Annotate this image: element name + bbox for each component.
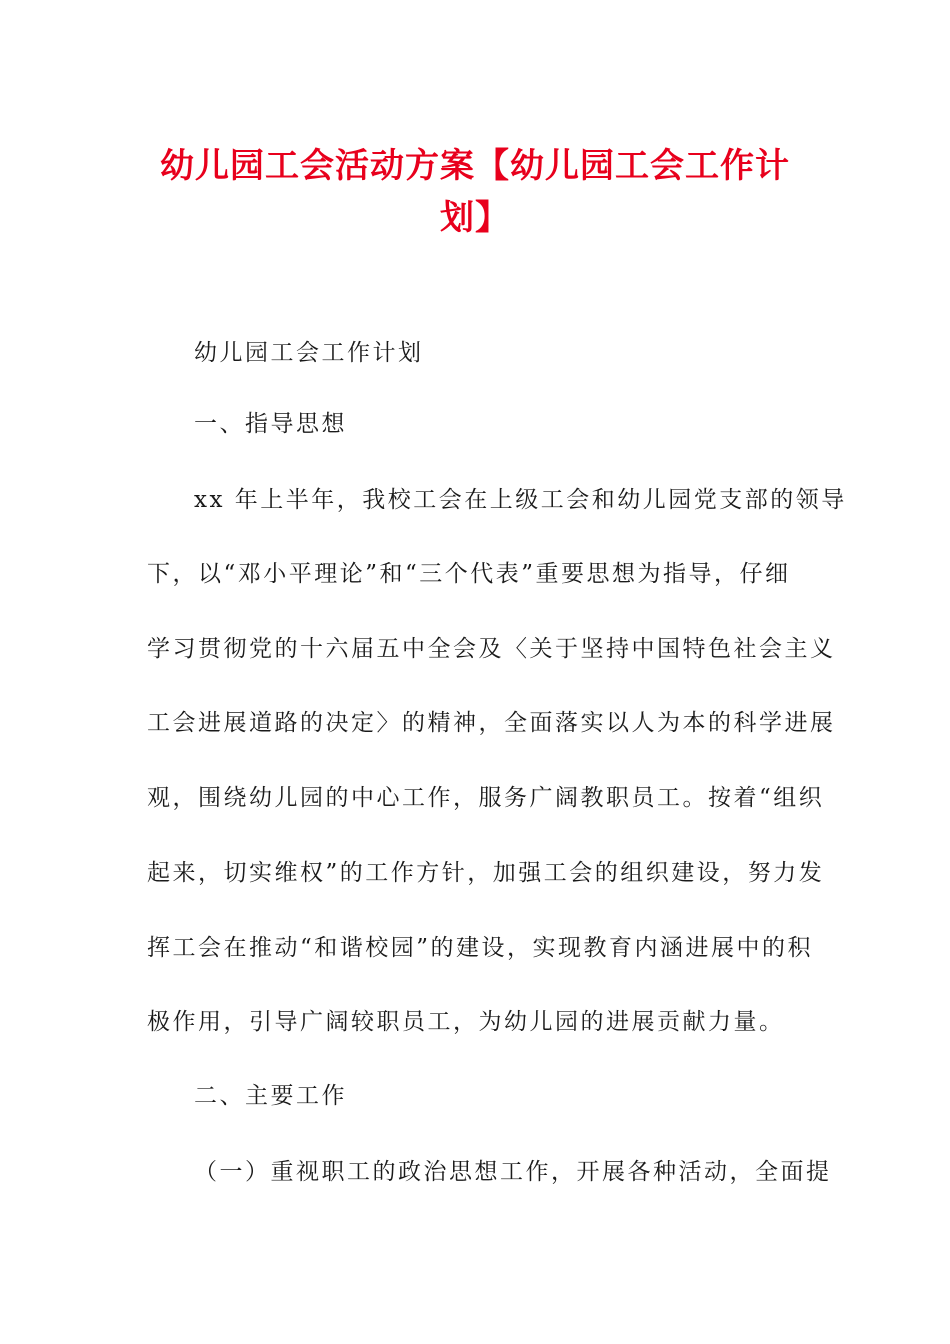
paragraph-line: （一）重视职工的政治思想工作，开展各种活动，全面提 xyxy=(194,1159,832,1185)
document-title xyxy=(150,140,800,244)
paragraph-line: 极作用，引导广阔较职员工，为幼儿园的进展贡献力量。 xyxy=(147,1009,785,1035)
paragraph-line: 工会进展道路的决定〉的精神，全面落实以人为本的科学进展 xyxy=(147,710,836,736)
paragraph-line: 观，围绕幼儿园的中心工作，服务广阔教职员工。按着“组织 xyxy=(147,785,825,811)
section-heading-plan: 幼儿园工会工作计划 xyxy=(194,340,424,366)
paragraph-line: 学习贯彻党的十六届五中全会及〈关于坚持中国特色社会主义 xyxy=(147,636,836,662)
section-heading-main-work: 二、主要工作 xyxy=(194,1083,347,1109)
section-heading-guiding-thought: 一、指导思想 xyxy=(194,411,347,437)
title-line-2: 划】 xyxy=(440,198,510,238)
paragraph-line: 起来，切实维权”的工作方针，加强工会的组织建设，努力发 xyxy=(147,860,825,886)
title-line-1: 幼儿园工会活动方案【幼儿园工会工作计 xyxy=(160,146,790,186)
paragraph-line: xx 年上半年，我校工会在上级工会和幼儿园党支部的领导 xyxy=(194,487,847,513)
paragraph-line: 下，以“邓小平理论”和“三个代表”重要思想为指导，仔细 xyxy=(147,561,791,587)
paragraph-line: 挥工会在推动“和谐校园”的建设，实现教育内涵进展中的积 xyxy=(147,935,814,961)
